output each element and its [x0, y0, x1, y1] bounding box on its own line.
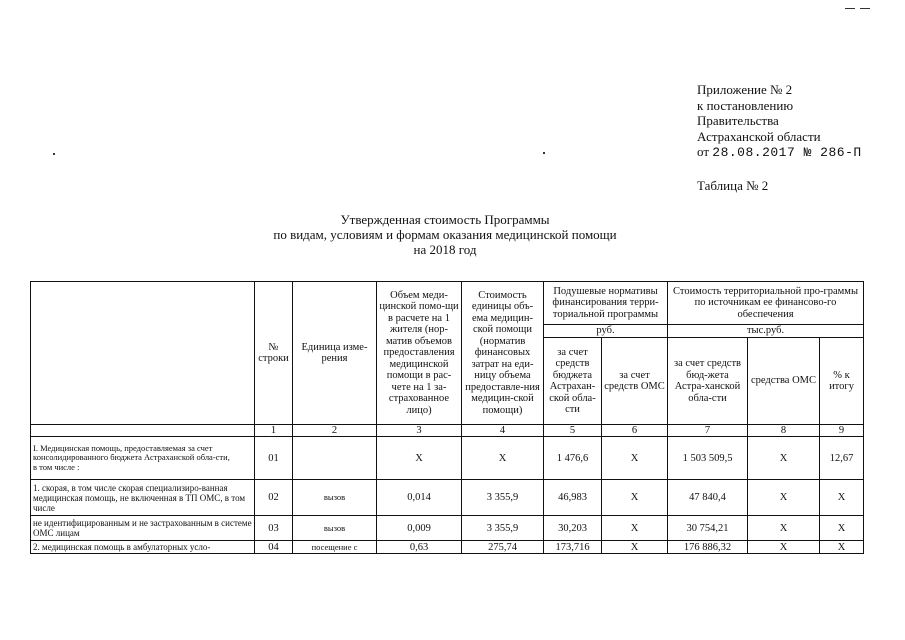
date-prefix: от [697, 144, 710, 159]
row-per-capita-budget: 46,983 [544, 480, 602, 516]
appendix-line: Приложение № 2 [697, 82, 793, 97]
header-unit-rub: руб. [544, 325, 668, 338]
appendix-line: к постановлению [697, 97, 794, 113]
row-total-budget: 47 840,4 [668, 480, 748, 516]
header-percent-total: % к итогу [820, 338, 864, 425]
row-volume: 0,009 [377, 516, 462, 541]
row-unit-cost: X [462, 437, 544, 480]
row-percent: 12,67 [820, 437, 864, 480]
appendix-line: Правительства [697, 113, 779, 128]
row-number: 04 [255, 541, 293, 554]
column-number: 6 [602, 425, 668, 437]
row-description: 1. скорая, в том числе скорая специализиро-ванная медицинская помощь, не включенная в ТП ОМС, в том числе [31, 480, 255, 516]
header-unit-cost: Стоимость единицы объ-ема медицин-ской помощи (норматив финансовых затрат на еди-ницу объема предоставле-ния медицин-ской помощи) [462, 282, 544, 425]
appendix-date-line [697, 144, 862, 161]
row-description-text: в том числе : [33, 461, 80, 472]
row-volume: 0,63 [377, 541, 462, 554]
column-number-blank [31, 425, 255, 437]
scan-speck [53, 153, 55, 155]
resolution-number: 28.08.2017 № 286-П [712, 145, 862, 160]
row-volume: X [377, 437, 462, 480]
header-unit-thousand-rub: тыс.руб. [668, 325, 864, 338]
header-oms-funds: за счет средств ОМС [602, 338, 668, 425]
column-number: 3 [377, 425, 462, 437]
header-description-blank [31, 282, 255, 425]
table-row [31, 480, 864, 516]
header-budget-funds-thousand: за счет средств бюд-жета Астра-ханской обла-сти [668, 338, 748, 425]
table-row [31, 437, 864, 480]
header-volume: Объем меди-цинской помо-щи в расчете на 1 жителя (нор-матив объемов предоставления медицинской помощи в рас-чете на 1 за-страхованное лицо) [377, 282, 462, 425]
row-per-capita-budget: 173,716 [544, 541, 602, 554]
appendix-line: Астраханской области [697, 128, 821, 144]
table-row [31, 516, 864, 541]
scan-speck [860, 8, 870, 9]
table-label: Таблица № 2 [697, 178, 769, 193]
row-per-capita-oms: X [602, 516, 668, 541]
header-oms-funds-thousand: средства ОМС [748, 338, 820, 425]
row-unit: посещение с [293, 541, 377, 554]
column-number: 4 [462, 425, 544, 437]
row-number: 01 [255, 437, 293, 480]
column-number: 5 [544, 425, 602, 437]
row-unit: вызов [293, 480, 377, 516]
title-line: по видам, условиям и формам оказания медицинской помощи [273, 227, 617, 242]
program-cost-table [30, 281, 864, 554]
title-line: Утвержденная стоимость Программы [340, 212, 550, 227]
row-volume: 0,014 [377, 480, 462, 516]
header-per-capita-group: Подушевые нормативы финансирования терри-ториальной программы [544, 282, 668, 325]
row-description: 2. медицинская помощь в амбулаторных усло- [31, 541, 255, 554]
row-total-budget: 1 503 509,5 [668, 437, 748, 480]
row-unit-cost: 275,74 [462, 541, 544, 554]
table-row [31, 541, 864, 554]
row-per-capita-budget: 1 476,6 [544, 437, 602, 480]
header-row-number: № строки [255, 282, 293, 425]
header-unit: Единица изме-рения [293, 282, 377, 425]
scan-speck [543, 152, 545, 154]
row-unit: вызов [293, 516, 377, 541]
row-unit-cost: 3 355,9 [462, 516, 544, 541]
appendix-block [697, 82, 862, 161]
row-description-text: I. Медицинская помощь, предоставляемая за счет консолидированного бюджета Астраханской обла-сти, [33, 442, 230, 463]
document-title [230, 212, 660, 257]
title-line: на 2018 год [413, 242, 477, 257]
column-number: 8 [748, 425, 820, 437]
row-percent: X [820, 480, 864, 516]
column-number: 2 [293, 425, 377, 437]
row-description [31, 437, 255, 480]
header-budget-funds: за счет средств бюджета Астрахан-ской обла-сти [544, 338, 602, 425]
row-unit [293, 437, 377, 480]
row-percent: X [820, 541, 864, 554]
row-per-capita-oms: X [602, 437, 668, 480]
row-number: 02 [255, 480, 293, 516]
row-description: не идентифицированным и не застрахованным в системе ОМС лицам [31, 516, 255, 541]
row-per-capita-budget: 30,203 [544, 516, 602, 541]
row-total-oms: X [748, 437, 820, 480]
header-territorial-group: Стоимость территориальной про-граммы по источникам ее финансово-го обеспечения [668, 282, 864, 325]
row-total-oms: X [748, 541, 820, 554]
row-total-oms: X [748, 480, 820, 516]
column-number: 7 [668, 425, 748, 437]
row-per-capita-oms: X [602, 541, 668, 554]
row-per-capita-oms: X [602, 480, 668, 516]
row-unit-cost: 3 355,9 [462, 480, 544, 516]
row-number: 03 [255, 516, 293, 541]
scan-speck [845, 8, 855, 9]
row-total-oms: X [748, 516, 820, 541]
row-total-budget: 30 754,21 [668, 516, 748, 541]
row-percent: X [820, 516, 864, 541]
column-number: 1 [255, 425, 293, 437]
column-number: 9 [820, 425, 864, 437]
row-total-budget: 176 886,32 [668, 541, 748, 554]
